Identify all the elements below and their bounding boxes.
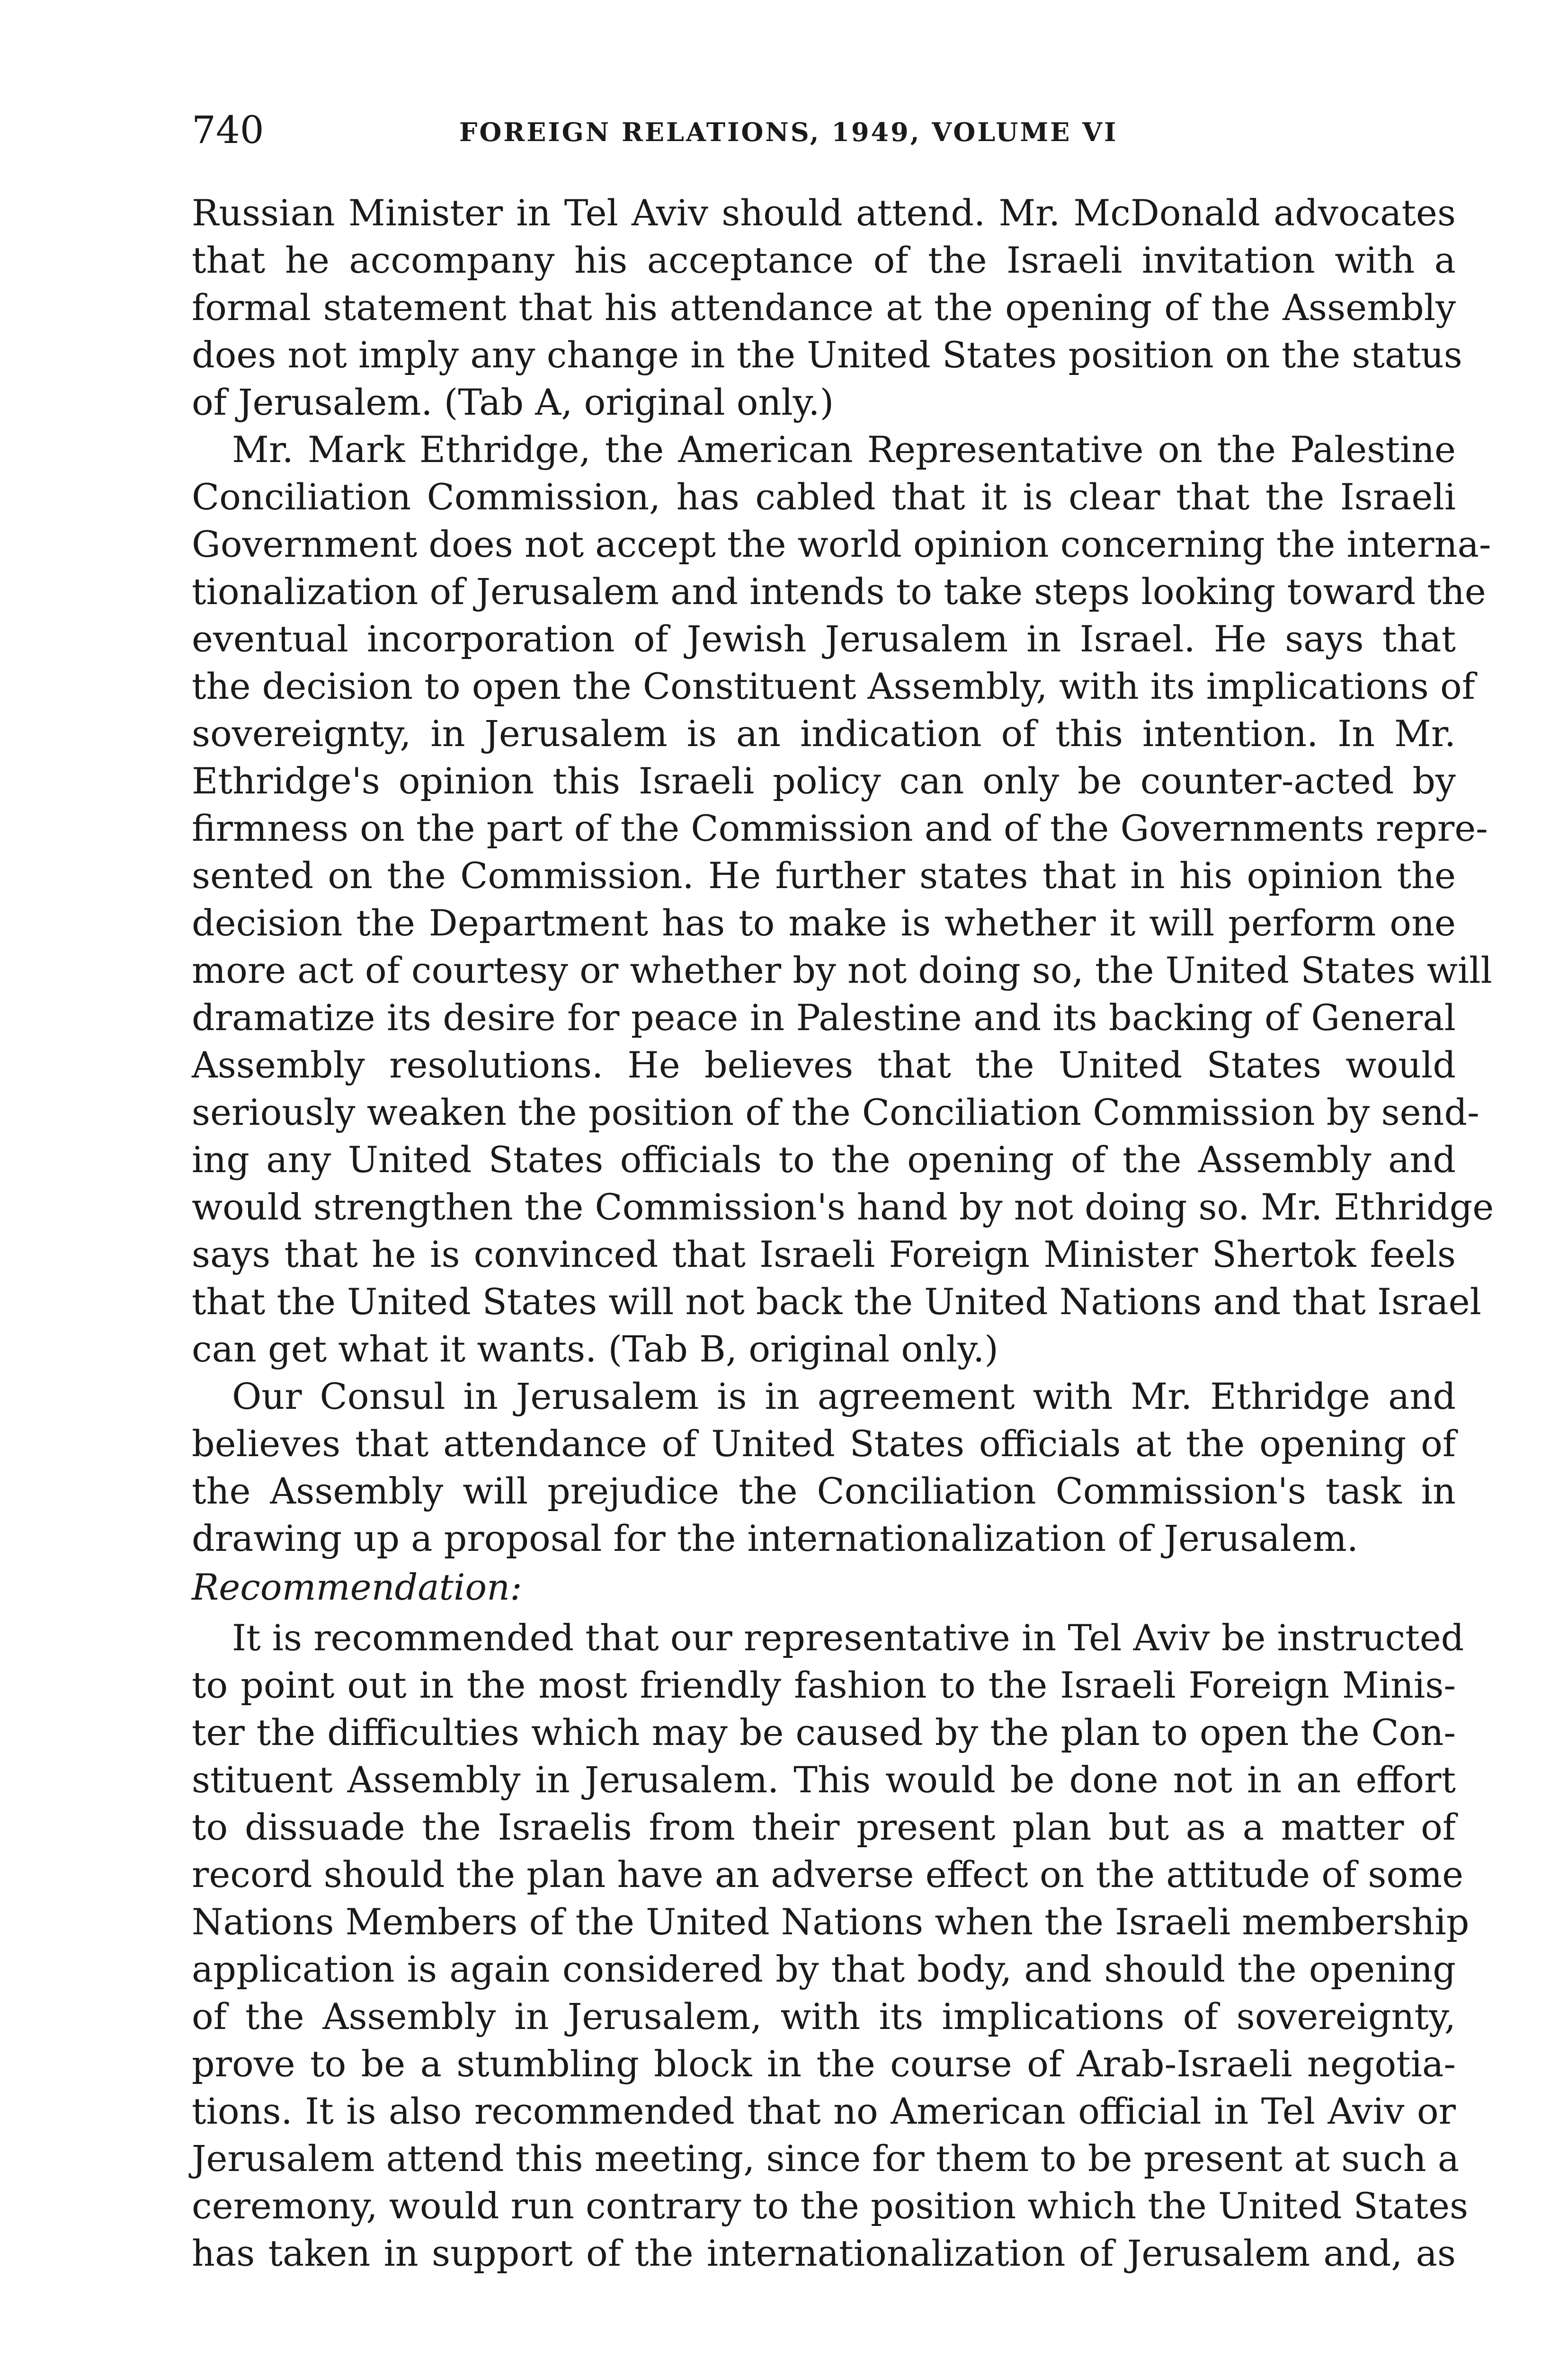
text-line: application is again considered by that body, and should the opening <box>192 1948 1456 1990</box>
text-line: drawing up a proposal for the internationalization of Jerusalem. <box>192 1517 1359 1559</box>
page-number: 740 <box>192 108 264 152</box>
text-line: more act of courtesy or whether by not doing so, the United States will <box>192 949 1492 991</box>
text-line: It is recommended that our representative in Tel Aviv be instructed <box>232 1617 1464 1659</box>
text-line: firmness on the part of the Commission and of the Governments repre- <box>192 807 1488 849</box>
text-line: Jerusalem attend this meeting, since for them to be present at such a <box>192 2137 1460 2180</box>
text-line: would strengthen the Commission's hand by not doing so. Mr. Ethridge <box>192 1186 1494 1228</box>
text-line: that he accompany his acceptance of the Israeli invitation with a <box>192 239 1456 281</box>
text-line: ceremony, would run contrary to the position which the United States <box>192 2185 1469 2227</box>
page-header <box>192 104 1191 156</box>
text-line: dramatize its desire for peace in Palestine and its backing of General <box>192 997 1456 1039</box>
text-line: ing any United States officials to the opening of the Assembly and <box>192 1139 1456 1181</box>
text-line: Russian Minister in Tel Aviv should attend. Mr. McDonald advocates <box>192 192 1456 234</box>
running-head: FOREIGN RELATIONS, 1949, VOLUME VI <box>459 117 1118 147</box>
text-line: record should the plan have an adverse effect on the attitude of some <box>192 1853 1464 1895</box>
text-line: that the United States will not back the United Nations and that Israel <box>192 1281 1481 1323</box>
text-line: stituent Assembly in Jerusalem. This would be done not in an effort <box>192 1759 1456 1801</box>
text-line: formal statement that his attendance at the opening of the Assembly <box>192 286 1456 329</box>
text-line: can get what it wants. (Tab B, original only.) <box>192 1328 998 1370</box>
text-line: decision the Department has to make is whether it will perform one <box>192 902 1456 944</box>
text-line: eventual incorporation of Jewish Jerusalem in Israel. He says that <box>192 618 1456 660</box>
text-line: does not imply any change in the United States position on the status <box>192 334 1462 376</box>
text-line: tions. It is also recommended that no American official in Tel Aviv or <box>192 2090 1456 2132</box>
text-line: the Assembly will prejudice the Conciliation Commission's task in <box>192 1470 1456 1512</box>
text-line: Conciliation Commission, has cabled that it is clear that the Israeli <box>192 476 1456 518</box>
text-line: Our Consul in Jerusalem is in agreement with Mr. Ethridge and <box>232 1375 1456 1417</box>
text-line: ter the difficulties which may be caused by the plan to open the Con- <box>192 1711 1456 1753</box>
text-line: to dissuade the Israelis from their present plan but as a matter of <box>192 1806 1456 1848</box>
text-line: believes that attendance of United States officials at the opening of <box>192 1423 1456 1465</box>
text-line: of the Assembly in Jerusalem, with its implications of sovereignty, <box>192 1995 1456 2038</box>
text-line: Government does not accept the world opinion concerning the interna- <box>192 523 1491 565</box>
text-line: seriously weaken the position of the Conciliation Commission by send- <box>192 1091 1479 1133</box>
text-line: has taken in support of the internationalization of Jerusalem and, as <box>192 2232 1456 2274</box>
text-line: says that he is convinced that Israeli Foreign Minister Shertok feels <box>192 1233 1456 1275</box>
text-line: to point out in the most friendly fashion to the Israeli Foreign Minis- <box>192 1664 1456 1706</box>
text-line: Ethridge's opinion this Israeli policy can only be counter-acted by <box>192 760 1456 802</box>
text-line: sented on the Commission. He further states that in his opinion the <box>192 854 1456 897</box>
text-line: Nations Members of the United Nations when the Israeli membership <box>192 1901 1470 1943</box>
text-line: Mr. Mark Ethridge, the American Representative on the Palestine <box>232 428 1456 471</box>
text-line: of Jerusalem. (Tab A, original only.) <box>192 381 834 423</box>
text-line: the decision to open the Constituent Assembly, with its implications of <box>192 665 1475 707</box>
text-line: sovereignty, in Jerusalem is an indication of this intention. In Mr. <box>192 712 1456 755</box>
text-line: tionalization of Jerusalem and intends to take steps looking toward the <box>192 570 1486 613</box>
section-heading: Recommendation: <box>192 1566 522 1608</box>
text-line: Assembly resolutions. He believes that the United States would <box>192 1044 1456 1086</box>
text-line: prove to be a stumbling block in the course of Arab-Israeli negotia- <box>192 2043 1456 2085</box>
